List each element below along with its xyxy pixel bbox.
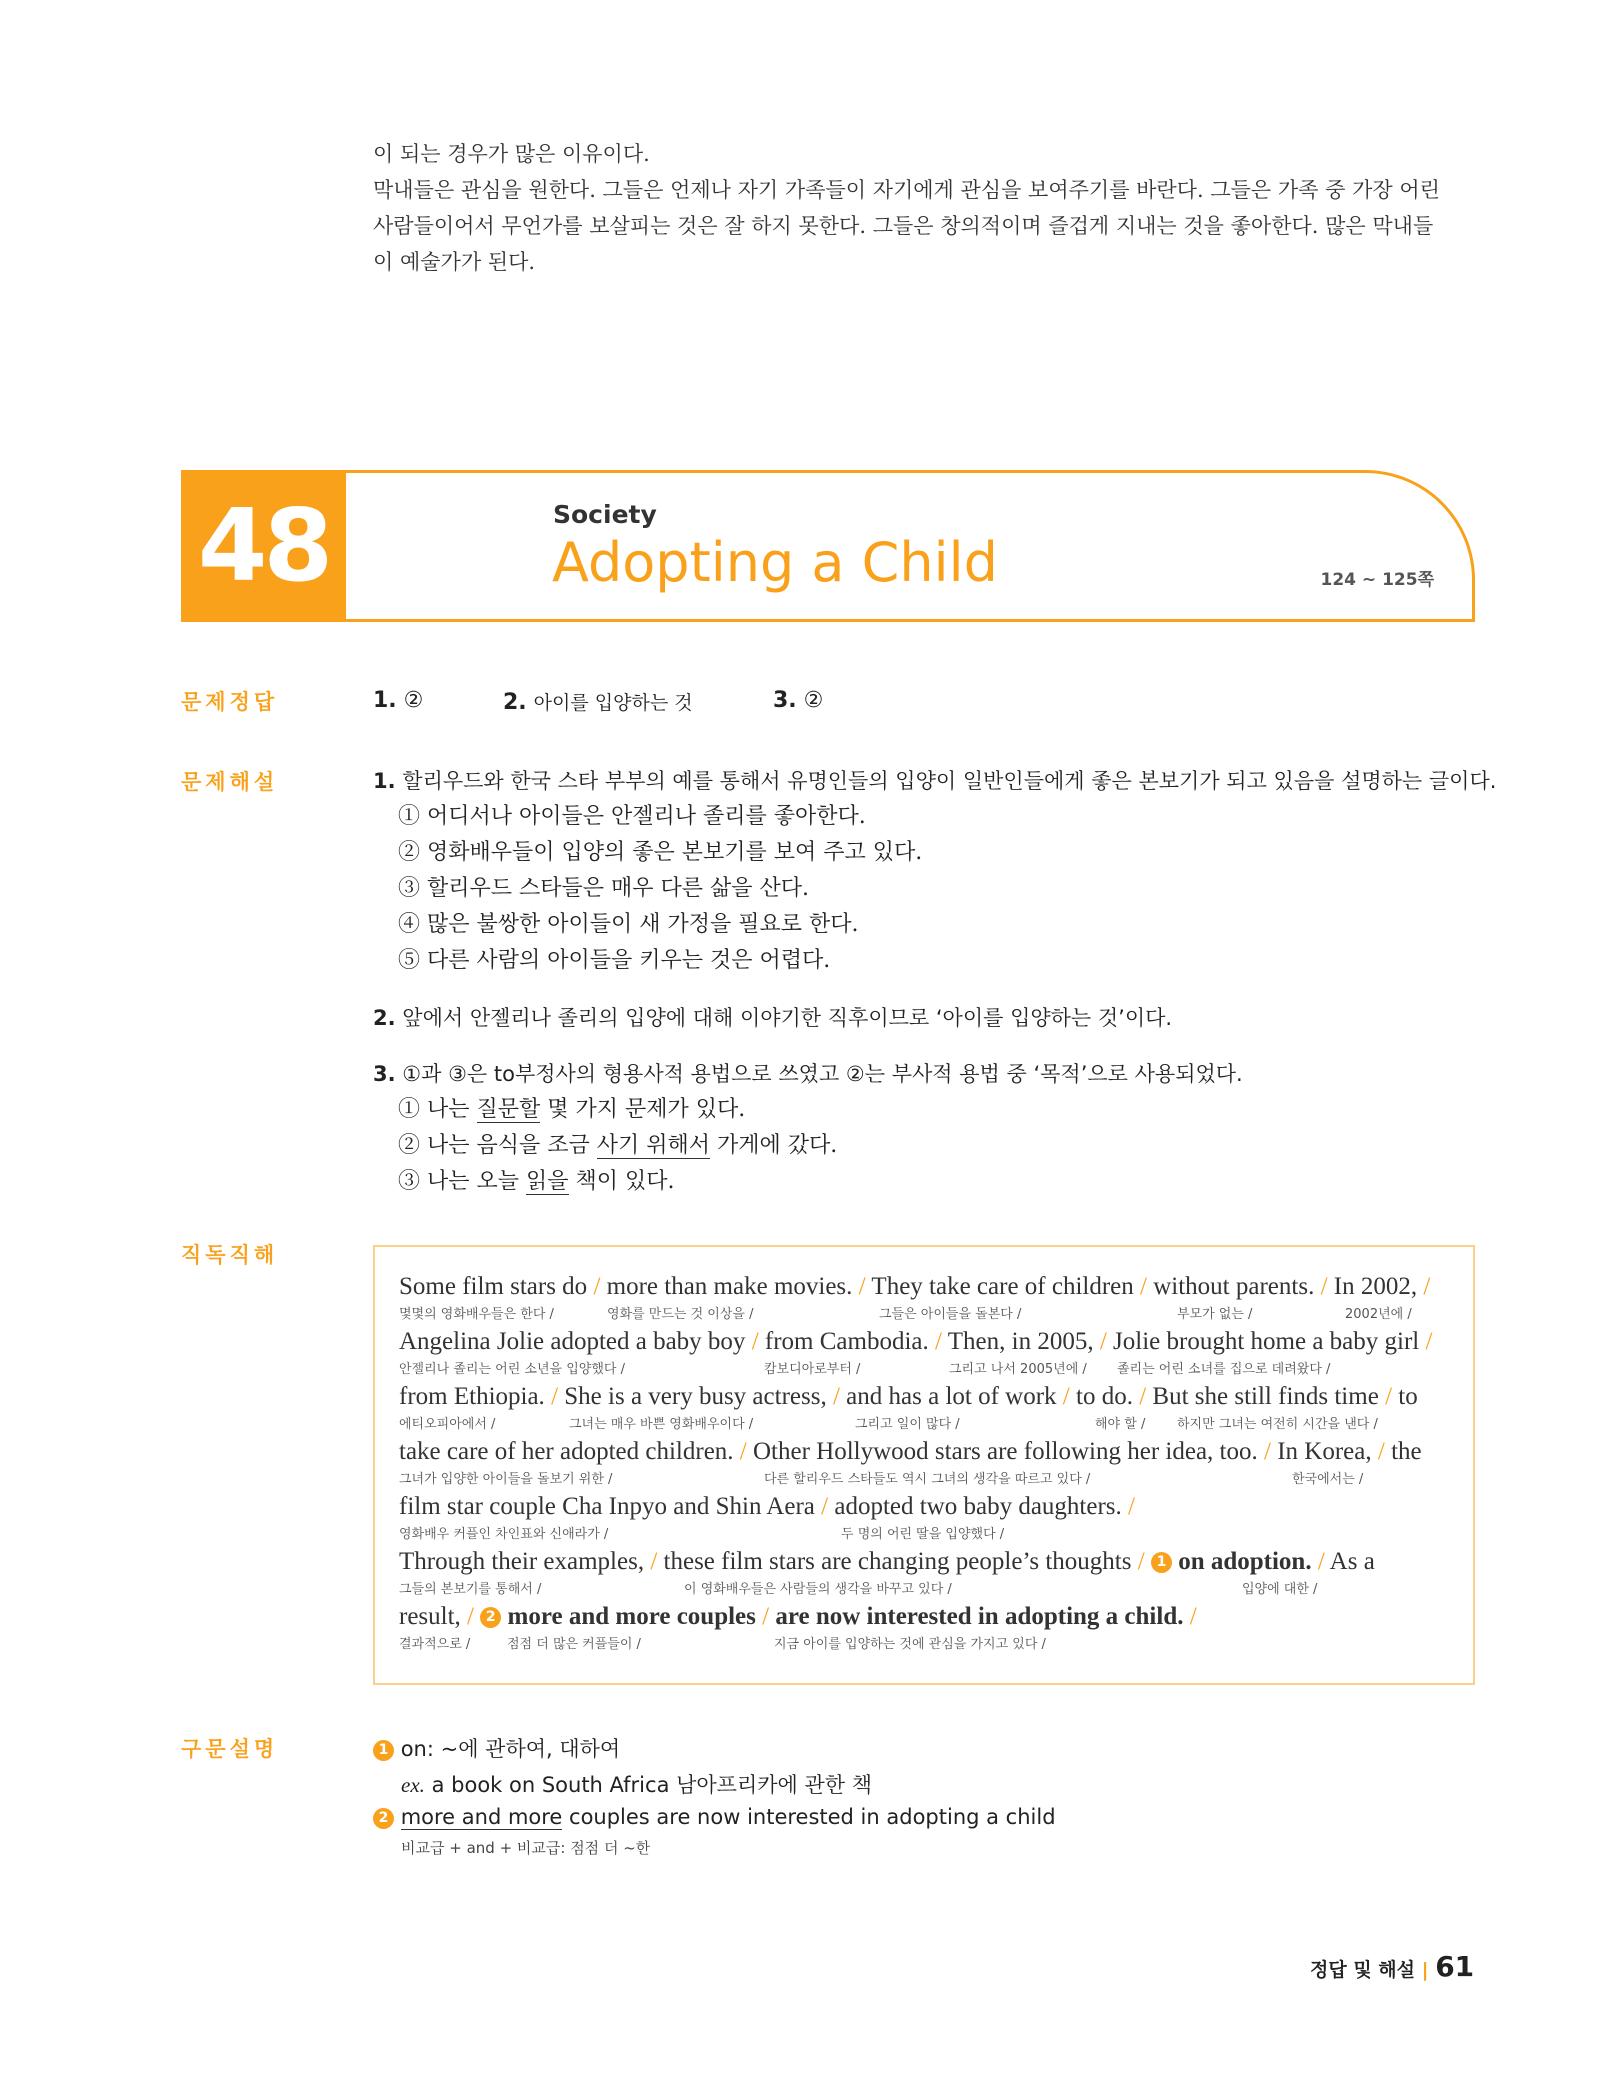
underlined-text: 질문할 (476, 1097, 541, 1122)
label-reading: 직독직해 (181, 1243, 279, 1267)
label-syntax: 구문설명 (181, 1737, 279, 1761)
option-text: ③ 나는 오늘 (398, 1169, 526, 1194)
korean-gloss: 캄보디아로부터 / (764, 1362, 861, 1377)
slash: / (935, 1328, 942, 1355)
option-text: 책이 있다. (568, 1169, 675, 1194)
slash: / (1425, 1328, 1433, 1355)
english-chunk: In 2002, (1333, 1273, 1418, 1300)
slash: / (1128, 1493, 1135, 1520)
korean-gloss: 그리고 나서 2005년에 / (949, 1362, 1087, 1377)
slash: / (1062, 1383, 1070, 1410)
page-reference: 124 ~ 125쪽 (1320, 570, 1434, 590)
english-chunk: Other Hollywood stars are following her idea, too. (753, 1438, 1258, 1465)
section-title-box (346, 470, 1475, 622)
slash: / (821, 1493, 829, 1520)
english-chunk: to do. (1076, 1383, 1133, 1410)
korean-gloss: 한국에서는 / (1292, 1472, 1364, 1487)
slash: / (1320, 1273, 1328, 1300)
option-line: ⑤ 다른 사람의 아이들을 키우는 것은 어렵다. (398, 948, 831, 973)
english-chunk: adopted two baby daughters. (834, 1493, 1122, 1520)
english-line (399, 1273, 1457, 1301)
slash: / (762, 1603, 770, 1630)
question-text: ①과 ③은 to부정사의 형용사적 용법으로 쓰였고 ②는 부사적 용법 중 ‘목적’으로 사용되었다. (402, 1062, 1243, 1086)
slash: / (739, 1438, 747, 1465)
question-text: 할리우드와 한국 스타 부부의 예를 통해서 유명인들의 입양이 일반인들에게 좋은 본보기가 되고 있음을 설명하는 글이다. (402, 769, 1497, 793)
english-line (399, 1438, 1457, 1466)
answer-1 (373, 688, 423, 713)
option-line: ① 어디서나 아이들은 안젤리나 졸리를 좋아한다. (398, 804, 866, 829)
intro-line: 이 예술가가 된다. (373, 250, 536, 274)
question-text: 앞에서 안젤리나 졸리의 입양에 대해 이야기한 직후이므로 ‘아이를 입양하는 것’이다. (402, 1006, 1173, 1030)
question-number: 1. (373, 769, 396, 793)
korean-gloss: 졸리는 어린 소녀를 집으로 데려왔다 / (1117, 1362, 1331, 1377)
slash: / (1139, 1383, 1147, 1410)
label-answers: 문제정답 (181, 690, 279, 714)
english-chunk: more than make movies. (606, 1273, 853, 1300)
example-label: ex. (401, 1773, 425, 1797)
section-header (181, 470, 1475, 622)
option-line (398, 1164, 675, 1195)
korean-gloss: 그들의 본보기를 통해서 / (399, 1582, 542, 1597)
english-chunk: result, (399, 1603, 461, 1630)
english-chunk: film star couple Cha Inpyo and Shin Aera (399, 1493, 815, 1520)
korean-gloss: 부모가 없는 / (1177, 1307, 1253, 1322)
english-chunk: Angelina Jolie adopted a baby boy (399, 1328, 746, 1355)
slash: / (1423, 1273, 1431, 1300)
english-chunk: to (1398, 1383, 1418, 1410)
syntax-text: on: ~에 관하여, 대하여 (400, 1737, 621, 1761)
intro-paragraph (373, 136, 1473, 280)
intro-line: 사람들이어서 무언가를 보살피는 것은 잘 하지 못한다. 그들은 창의적이며 즐겁게 지내는 것을 좋아한다. 많은 막내들 (373, 214, 1434, 238)
slash: / (751, 1328, 759, 1355)
explanation-q1 (373, 765, 1496, 795)
korean-gloss: 안젤리나 졸리는 어린 소년을 입양했다 / (399, 1362, 625, 1377)
slash: / (1377, 1438, 1385, 1465)
english-chunk: from Ethiopia. (399, 1383, 545, 1410)
korean-gloss: 2002년에 / (1345, 1307, 1412, 1322)
slash: / (551, 1383, 559, 1410)
korean-gloss: 그리고 일이 많다 / (855, 1417, 960, 1432)
option-line: ③ 할리우드 스타들은 매우 다른 삶을 산다. (398, 876, 809, 901)
slash: / (1099, 1328, 1107, 1355)
intro-line: 막내들은 관심을 원한다. 그들은 언제나 자기 가족들이 자기에게 관심을 보여주기를 바란다. 그들은 가족 중 가장 어린 (373, 178, 1440, 202)
korean-gloss: 지금 아이를 입양하는 것에 관심을 가지고 있다 / (774, 1637, 1046, 1652)
slash: / (650, 1548, 658, 1575)
answer-number: 2. (503, 690, 527, 715)
section-number: 48 (181, 470, 346, 622)
label-explanation: 문제해설 (181, 770, 279, 794)
english-chunk: Then, in 2005, (947, 1328, 1094, 1355)
marker-2-icon: 2 (373, 1808, 394, 1829)
underlined-text: 읽을 (526, 1169, 569, 1194)
english-chunk: As a (1329, 1548, 1375, 1575)
syntax-text: couples are now interested in adopting a child (562, 1805, 1056, 1829)
slash: / (858, 1273, 866, 1300)
english-chunk: more and more couples (507, 1603, 756, 1630)
english-line (399, 1493, 1457, 1521)
slash: / (1140, 1273, 1147, 1300)
korean-gloss: 그녀는 매우 바쁜 영화배우이다 / (569, 1417, 754, 1432)
syntax-note-2 (373, 1805, 1056, 1829)
english-chunk: are now interested in adopting a child. (775, 1603, 1184, 1630)
marker-1-icon: 1 (373, 1740, 394, 1761)
option-line: ② 영화배우들이 입양의 좋은 본보기를 보여 주고 있다. (398, 840, 923, 865)
example-text: a book on South Africa 남아프리카에 관한 책 (431, 1773, 873, 1797)
english-chunk: In Korea, (1277, 1438, 1372, 1465)
korean-gloss: 두 명의 어린 딸을 입양했다 / (841, 1527, 1005, 1542)
answer-value: ② (803, 688, 824, 713)
slash: / (1385, 1383, 1393, 1410)
korean-gloss: 영화를 만드는 것 이상을 / (607, 1307, 754, 1322)
option-line: ④ 많은 불쌍한 아이들이 새 가정을 필요로 한다. (398, 912, 859, 937)
english-chunk: without parents. (1153, 1273, 1315, 1300)
answer-3 (773, 688, 823, 713)
slash: / (1317, 1548, 1325, 1575)
underlined-text: more and more (400, 1805, 563, 1829)
korean-gloss: 영화배우 커플인 차인표와 신애라가 / (399, 1527, 609, 1542)
option-line (398, 1092, 745, 1123)
option-text: 몇 가지 문제가 있다. (540, 1097, 746, 1122)
slash: / (1264, 1438, 1271, 1465)
reading-box (373, 1245, 1475, 1685)
footer-separator: | (1421, 1959, 1429, 1981)
english-chunk: She is a very busy actress, (564, 1383, 827, 1410)
english-chunk: take care of her adopted children. (399, 1438, 734, 1465)
section-title: Adopting a Child (552, 531, 998, 594)
option-text: 가게에 갔다. (710, 1133, 838, 1158)
underlined-text: 사기 위해서 (596, 1133, 711, 1158)
english-line (399, 1328, 1457, 1356)
marker-2-icon: 2 (480, 1607, 501, 1628)
english-chunk: Through their examples, (399, 1548, 645, 1575)
english-chunk: Some film stars do (399, 1273, 588, 1300)
page-footer (1310, 1950, 1474, 1983)
footer-text: 정답 및 해설 (1310, 1959, 1415, 1981)
slash: / (593, 1273, 601, 1300)
english-line (399, 1603, 1457, 1631)
intro-line: 이 되는 경우가 많은 이유이다. (373, 142, 650, 166)
english-line (399, 1383, 1457, 1411)
english-chunk: these film stars are changing people’s thoughts (663, 1548, 1132, 1575)
korean-gloss: 몇몇의 영화배우들은 한다 / (399, 1307, 554, 1322)
english-chunk: on adoption. (1178, 1548, 1312, 1575)
english-chunk: But she still finds time (1152, 1383, 1379, 1410)
option-text: ② 나는 음식을 조금 (398, 1133, 597, 1158)
answer-value: ② (403, 688, 424, 713)
syntax-note: 비교급 + and + 비교급: 점점 더 ~한 (401, 1839, 651, 1857)
option-text: ① 나는 (398, 1097, 477, 1122)
section-category: Society (553, 500, 657, 529)
korean-gloss: 그들은 아이들을 돌본다 / (879, 1307, 1022, 1322)
korean-gloss: 입양에 대한 / (1242, 1582, 1318, 1597)
english-chunk: Jolie brought home a baby girl (1113, 1328, 1420, 1355)
slash: / (1189, 1603, 1197, 1630)
syntax-note-1 (373, 1733, 620, 1763)
slash: / (1137, 1548, 1145, 1575)
explanation-q3 (373, 1058, 1243, 1088)
answer-number: 1. (373, 688, 397, 713)
syntax-example (401, 1769, 872, 1799)
option-line (398, 1128, 837, 1159)
answer-value: 아이를 입양하는 것 (533, 692, 693, 714)
korean-gloss: 해야 할 / (1095, 1417, 1146, 1432)
korean-gloss: 그녀가 입양한 아이들을 돌보기 위한 / (399, 1472, 613, 1487)
korean-gloss: 결과적으로 / (399, 1637, 471, 1652)
korean-gloss: 이 영화배우들은 사람들의 생각을 바꾸고 있다 / (684, 1582, 952, 1597)
question-number: 2. (373, 1006, 396, 1030)
korean-gloss: 하지만 그녀는 여전히 시간을 낸다 / (1177, 1417, 1378, 1432)
korean-gloss: 다른 할리우드 스타들도 역시 그녀의 생각을 따르고 있다 / (764, 1472, 1091, 1487)
explanation-q2 (373, 1002, 1172, 1032)
english-chunk: from Cambodia. (764, 1328, 929, 1355)
marker-1-icon: 1 (1151, 1552, 1172, 1573)
slash: / (832, 1383, 840, 1410)
english-chunk: They take care of children (871, 1273, 1134, 1300)
answer-2 (503, 688, 693, 715)
korean-gloss: 에티오피아에서 / (399, 1417, 496, 1432)
english-chunk: and has a lot of work (846, 1383, 1057, 1410)
korean-gloss: 점점 더 많은 커플들이 / (507, 1637, 641, 1652)
question-number: 3. (373, 1062, 396, 1086)
page-number: 61 (1435, 1950, 1475, 1983)
english-line (399, 1548, 1457, 1576)
english-chunk: the (1391, 1438, 1422, 1465)
answer-number: 3. (773, 688, 797, 713)
slash: / (467, 1603, 474, 1630)
